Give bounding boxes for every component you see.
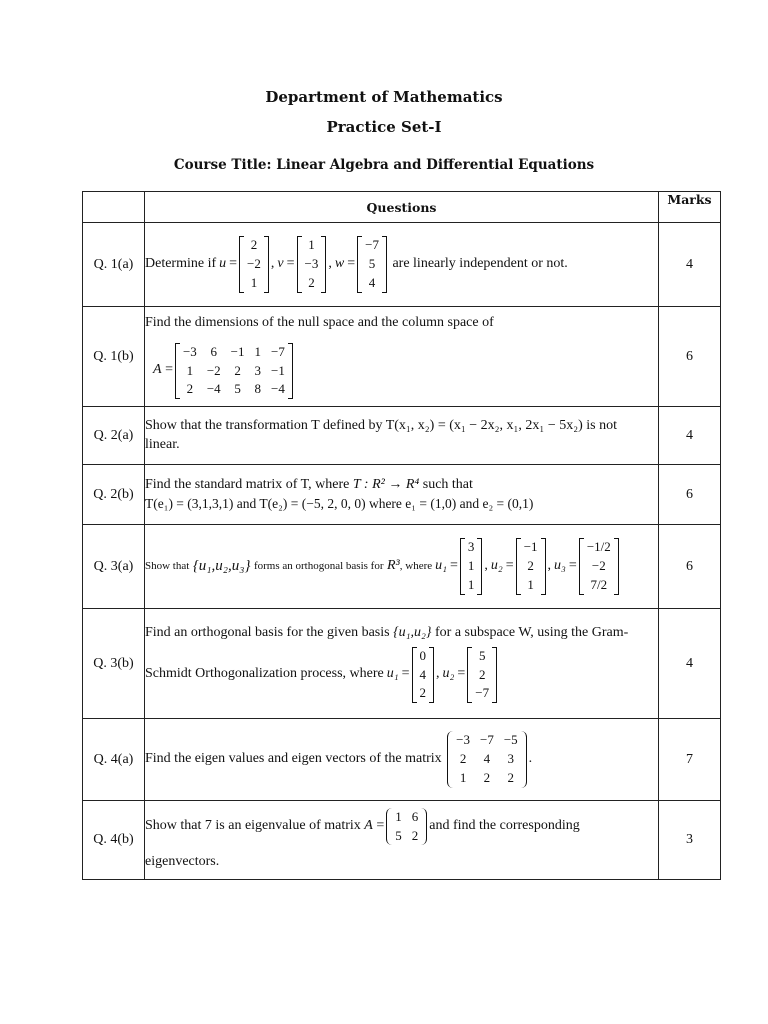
vector-u2 [467, 647, 497, 704]
marks-header: Marks [659, 192, 721, 223]
table-row [83, 609, 721, 719]
marks-value: 7 [659, 719, 721, 801]
table-row [83, 525, 721, 609]
question-number: Q. 2(b) [83, 465, 145, 525]
matrix-cell: 2 [419, 685, 426, 701]
matrix-cell: −3 [456, 732, 470, 748]
matrix-cell: 1 [527, 576, 534, 592]
question-number: Q. 3(a) [83, 525, 145, 609]
department-title: Department of Mathematics [265, 88, 503, 106]
marks-value: 4 [659, 223, 721, 307]
matrix-cell: −3 [304, 256, 319, 272]
matrix-cell: 2 [308, 274, 315, 290]
matrix-cell: 2 [411, 827, 419, 843]
table-row [83, 307, 721, 407]
table-row [83, 465, 721, 525]
question-body: Find the eigen values and eigen vectors of the matrix −3 −7 −5 2 4 3 1 2 2 . [145, 719, 659, 801]
formula: {u₁,u₂} [393, 624, 432, 640]
matrix-cell: −7 [271, 343, 285, 359]
matrix-cell: 2 [459, 751, 467, 767]
matrix-cell: −2 [591, 558, 606, 574]
question-text: for a subspace W, using the Gram- [435, 624, 629, 640]
matrix-cell: 2 [507, 769, 514, 785]
matrix-cell: 2 [186, 381, 194, 397]
question-text: Find the eigen values and eigen vectors of the matrix [145, 751, 442, 767]
question-text: Find an orthogonal basis for the given basis [145, 624, 390, 640]
question-text: Find the dimensions of the null space and the column space of [145, 314, 494, 330]
matrix-cell: 8 [254, 381, 261, 397]
question-text: such that [422, 476, 473, 492]
vector-u1 [412, 647, 435, 704]
matrix-cell: 2 [483, 769, 491, 785]
matrix-cell: −1 [523, 539, 538, 555]
formula: R³ [387, 558, 400, 574]
marks-value: 3 [659, 801, 721, 880]
question-text: , where [399, 560, 433, 573]
question-text: Show that the transformation T defined by [145, 417, 383, 433]
matrix-cell: 2 [527, 558, 534, 574]
question-text: Show that [145, 560, 190, 573]
matrix-cell: 1 [459, 769, 467, 785]
question-body: Find the dimensions of the null space and the column space of A = −3 6 −1 1 −7 1 −2 2 3 −1 2 −4 5 8 −4 [145, 307, 659, 407]
matrix-cell: 5 [478, 647, 486, 663]
matrix-cell: 1 [254, 343, 261, 359]
matrix-cell: 5 [234, 381, 241, 397]
matrix-cell: 6 [210, 343, 217, 359]
matrix-a [175, 343, 293, 400]
vector-w [357, 236, 387, 293]
matrix-cell: −3 [182, 343, 197, 359]
matrix-cell: 3 [507, 751, 514, 767]
matrix-cell: 4 [368, 274, 376, 290]
table-row [83, 223, 721, 307]
question-text: eigenvectors. [145, 854, 220, 870]
matrix-cell: −1 [271, 362, 285, 378]
matrix-cell: 1 [467, 558, 475, 574]
matrix-cell: 4 [483, 751, 491, 767]
matrix-cell: −7 [365, 237, 379, 253]
vector-v [297, 236, 327, 293]
table-header-row [83, 192, 721, 223]
marks-value: 6 [659, 307, 721, 407]
table-row [83, 719, 721, 801]
matrix-cell: 4 [419, 666, 426, 682]
matrix-cell: 1 [186, 362, 194, 378]
question-text: Show that 7 is an eigenvalue of matrix [145, 818, 361, 834]
matrix-cell: −4 [271, 381, 285, 397]
matrix-cell: −5 [503, 732, 518, 748]
matrix-cell: 2 [250, 237, 258, 253]
matrix-cell: 3 [467, 539, 475, 555]
matrix-cell: 1 [308, 237, 315, 253]
matrix-cell: 1 [467, 576, 475, 592]
matrix-cell: 5 [368, 256, 376, 272]
marks-value: 6 [659, 525, 721, 609]
matrix-cell: −2 [247, 256, 261, 272]
question-body: Show that 7 is an eigenvalue of matrix A = 1 6 5 2 and find the corresponding eigenvectors. [145, 801, 659, 880]
question-text: is not [586, 417, 617, 433]
vector-u [239, 236, 269, 293]
vector-u1 [460, 538, 483, 595]
matrix-cell: −7 [479, 732, 494, 748]
matrix-cell: −2 [206, 362, 221, 378]
question-number: Q. 4(b) [83, 801, 145, 880]
question-number: Q. 4(a) [83, 719, 145, 801]
question-body: Show that {u₁,u₂,u₃} forms an orthogonal basis for R³ , where u₁ = 3 1 1 , u₂ = −1 2 1 , u₃ = −1/2 −2 7/2 [145, 525, 659, 609]
question-text: and find the corresponding [429, 818, 580, 834]
formula: {u₁,u₂,u₃} [192, 558, 251, 575]
matrix-cell: 1 [250, 274, 258, 290]
matrix-cell: 2 [478, 666, 486, 682]
question-number: Q. 1(b) [83, 307, 145, 407]
question-text: linear. [145, 436, 180, 452]
matrix-cell: −1/2 [586, 539, 611, 555]
course-title: Course Title: Linear Algebra and Differential Equations [173, 157, 595, 173]
header-blank-cell [83, 192, 145, 223]
vector-u2 [516, 538, 546, 595]
matrix-cell: 2 [234, 362, 241, 378]
formula: T(x₁, x₂) = (x₁ − 2x₂, x₁, 2x₁ − 5x₂) [385, 417, 583, 433]
questions-header: Questions [145, 192, 659, 223]
matrix-cell: 0 [419, 647, 426, 663]
matrix-cell: −7 [475, 685, 490, 701]
matrix-cell: 6 [411, 808, 419, 824]
matrix-4a [447, 731, 527, 788]
question-text: Determine if [145, 256, 217, 272]
matrix-cell: 3 [254, 362, 261, 378]
question-body: Determine if u = 2 −2 1 , v = 1 −3 2 , w = −7 5 4 are linearly independent or not. [145, 223, 659, 307]
vector-u3 [579, 538, 619, 595]
formula: T : R² → R⁴ [352, 476, 420, 492]
question-number: Q. 2(a) [83, 407, 145, 465]
question-text: are linearly independent or not. [392, 256, 568, 272]
question-text: Schmidt Orthogonalization process, where [145, 666, 384, 682]
question-body [145, 407, 659, 465]
matrix-cell: 5 [395, 827, 402, 843]
questions-table [82, 191, 721, 880]
matrix-cell: 1 [395, 808, 402, 824]
table-row [83, 407, 721, 465]
question-body [145, 465, 659, 525]
marks-value: 4 [659, 407, 721, 465]
question-text: Find the standard matrix of T, where [145, 476, 350, 492]
practice-set-title: Practice Set-I [326, 118, 442, 136]
marks-value: 4 [659, 609, 721, 719]
marks-value: 6 [659, 465, 721, 525]
question-number: Q. 1(a) [83, 223, 145, 307]
question-text: forms an orthogonal basis for [253, 560, 384, 573]
matrix-cell: −4 [206, 381, 221, 397]
matrix-cell: −1 [230, 343, 245, 359]
formula: T(e₁) = (3,1,3,1) and T(e₂) = (−5, 2, 0, 0) where e₁ = (1,0) and e₂ = (0,1) [145, 495, 534, 511]
table-row [83, 801, 721, 880]
matrix-cell: 7/2 [590, 576, 608, 592]
question-body: Find an orthogonal basis for the given basis {u₁,u₂} for a subspace W, using the Gram- Schmidt Orthogonalization process, where u₁ = 0 4 2 , u₂ = 5 2 −7 [145, 609, 659, 719]
question-number: Q. 3(b) [83, 609, 145, 719]
matrix-4b [386, 808, 427, 846]
